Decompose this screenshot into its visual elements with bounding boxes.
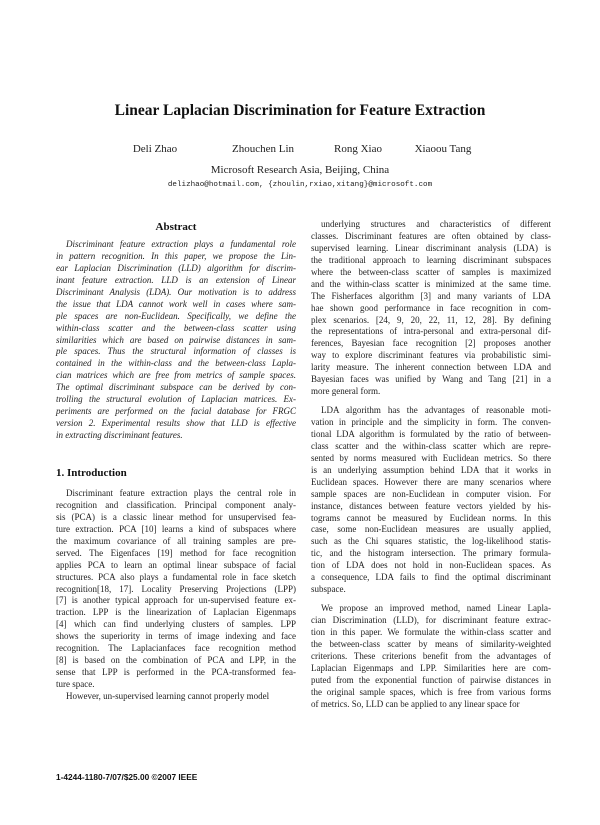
author-emails: delizhao@hotmail.com, {zhoulin,rxiao,xitang}@microsoft.com [167, 181, 433, 189]
author-name: Rong Xiao [334, 143, 382, 155]
text-line: ple spaces. Thus the structural information of classes is [56, 346, 296, 357]
paragraph [56, 239, 296, 442]
text-line: We propose an improved method, named Linear Lapla- [321, 603, 551, 614]
text-line: vation in principle and the simplicity in form. The conven- [311, 417, 551, 427]
text-line: The Fisherfaces algorithm [3] and many variants of LDA [311, 290, 551, 301]
text-line: the original sample spaces, which is free from various forms [311, 686, 551, 697]
text-line: the traditional approach to learning discriminant subspaces [311, 254, 551, 265]
text-line: where the between-class scatter of samples is maximized [311, 266, 551, 277]
text-line: the maximum covariance of all training samples are pre- [56, 535, 296, 546]
text-line: tional LDA algorithm is formulated by the ratio of between- [311, 428, 551, 439]
text-line: sis (PCA) is a classic linear method for unsupervised fea- [56, 511, 296, 522]
text-line: However, un-supervised learning cannot properly model [66, 690, 270, 701]
text-line: case, some non-Euclidean measures are usually applied, [311, 524, 551, 535]
author-name: Deli Zhao [132, 143, 178, 155]
text-line: tic, and the histogram intersection. The primary formula- [311, 548, 551, 559]
paragraph [311, 603, 551, 710]
text-line: Discriminant feature extraction plays a fundamental role [66, 239, 296, 249]
text-line: similarities which are based on pairwise distances in sam- [56, 334, 296, 345]
text-line: contained in the within-class and the between-class Lapla- [56, 358, 296, 369]
text-line: and the within-class scatter is minimized at the same time. [311, 278, 551, 289]
text-line: traction. LPP is the linearization of Laplacian Eigenmaps [56, 607, 296, 618]
text-line: ple spaces are non-Euclidean. Specifically, we define the [56, 310, 296, 321]
text-line: criterions. These criterions benefit from the advantages of [311, 650, 551, 661]
text-line: plex scenarios. [24, 9, 20, 22, 11, 12, 28]. By defining [311, 314, 551, 325]
text-line: in extracting discriminant features. [56, 430, 183, 440]
text-line: the between-class scatter by means of similarity-weighted [311, 638, 551, 649]
text-line: The optimal discriminant subspace can be derived by con- [56, 382, 296, 393]
text-line: of metrics. So, LLD can be applied to any linear space for [311, 698, 520, 709]
text-line: ferences, Bayesian face recognition [2] proposes another [311, 338, 551, 349]
abstract-heading: Abstract [155, 221, 197, 233]
text-line: sense that LPP is performed in the PCA-transformed fea- [56, 667, 296, 678]
text-line: trolling the structural evolution of Laplacian matrices. Ex- [56, 394, 296, 405]
author-name: Xiaoou Tang [414, 143, 472, 155]
text-line: the issue that LDA cannot work well in cases where sam- [56, 298, 296, 309]
text-line: recognition and classification. Principal component analy- [56, 499, 296, 510]
text-line: LDA algorithm has the advantages of reasonable moti- [321, 405, 551, 416]
text-line: ture extraction. PCA [10] learns a kind of subspaces where [56, 523, 296, 534]
text-line: such as the Chi squares statistic, the log-likelihood statis- [311, 536, 551, 547]
text-line: Laplacian Eigenmaps and LPP. Similarities here are com- [311, 662, 551, 673]
paragraph [311, 219, 551, 398]
text-line: sented by norms measured with Euclidean metrics. So there [311, 452, 551, 463]
text-line: the representations of intra-personal and extra-personal dif- [311, 326, 551, 337]
text-line: hae shown good performance in face recognition in com- [311, 302, 551, 313]
text-line: subspace. [311, 584, 346, 595]
text-line: tion of LDA does not hold in non-Euclidean spaces. As [311, 560, 551, 571]
text-line: supervised learning. Linear discriminant analysis (LDA) is [311, 242, 551, 253]
paragraph [56, 691, 296, 703]
text-line: served. The Eigenfaces [19] method for face recognition [56, 547, 296, 558]
text-line: recognition. The Laplacianfaces face recognition method [56, 643, 296, 654]
text-line: shows the superiority in terms of image indexing and face [56, 631, 296, 642]
text-line: Discriminant Analysis (LDA). Our motivation is to address [56, 286, 296, 297]
text-line: cian Discrimination (LLD), for discriminant feature extrac- [311, 615, 551, 625]
text-line: inant feature extraction. LLD is an extension of Linear [56, 274, 296, 285]
text-line: applies PCA to learn an optimal linear subspace of facial [56, 559, 296, 570]
paragraph [311, 405, 551, 596]
text-line: more general form. [311, 386, 381, 397]
text-line: [4] which can find underlying clusters of samples. LPP [56, 619, 296, 630]
text-line: class scatter and the within-class scatter which are repre- [311, 440, 551, 451]
text-line: ear Laplacian Discrimination (LLD) algorithm for discrim- [56, 262, 296, 273]
text-line: [8] is based on the combination of PCA and LPP, in the [56, 655, 296, 666]
text-line: a consequence, LDA fails to find the optimal discriminant [311, 572, 551, 583]
affiliation: Microsoft Research Asia, Beijing, China [210, 164, 390, 176]
text-line: way to explore discriminant features via probabilistic simi- [311, 350, 551, 361]
text-line: larity measure. The inherent connection between LDA and [311, 362, 551, 373]
text-line: recognition[18, 17]. Locality Preserving Projections (LPP) [56, 583, 296, 594]
text-line: instance, distances between feature vectors yielded by his- [311, 500, 551, 511]
text-line: Discriminant feature extraction plays the central role in [66, 488, 296, 498]
text-line: ture space. [56, 679, 95, 689]
text-line: cian matrices which are free from metrics of sample spaces. [56, 370, 296, 381]
paragraph [56, 488, 296, 691]
text-line: underlying structures and characteristics of different [321, 219, 551, 229]
text-line: sample spaces are non-Euclidean in computer vision. For [311, 488, 551, 499]
text-line: is an underlying assumption behind LDA that it works in [311, 464, 551, 475]
author-name: Zhouchen Lin [231, 143, 295, 155]
text-line: tion in this paper. We formulate the within-class scatter and [311, 626, 551, 637]
text-line: classes. Discriminant features are often obtained by class- [311, 230, 551, 241]
text-line: periments are performed on the facial database for FRGC [56, 406, 296, 417]
section-heading-introduction: 1. Introduction [56, 467, 127, 479]
text-line: Euclidean spaces. However there are many scenarios where [311, 476, 551, 487]
abstract-body [56, 239, 296, 442]
text-line: in pattern recognition. In this paper, we propose the Lin- [56, 250, 296, 261]
intro-right-column [311, 219, 551, 711]
intro-left-column [56, 488, 296, 703]
text-line: puted from the exponential function of pairwise distances in [311, 674, 551, 685]
text-line: Bayesian faces was unified by Wang and Tang [21] in a [311, 374, 551, 385]
text-line: [7] is another typical approach for un-supervised feature ex- [56, 595, 296, 606]
paper-title: Linear Laplacian Discrimination for Feature Extraction [114, 102, 486, 119]
text-line: within-class scatter and the between-class scatter using [56, 322, 296, 333]
copyright-footer: 1-4244-1180-7/07/$25.00 ©2007 IEEE [56, 772, 198, 782]
text-line: tograms cannot be measured by Euclidean norms. In this [311, 512, 551, 523]
text-line: structures. PCA also plays a fundamental role in face sketch [56, 571, 296, 582]
text-line: version 2. Experimental results show that LLD is effective [56, 418, 296, 429]
